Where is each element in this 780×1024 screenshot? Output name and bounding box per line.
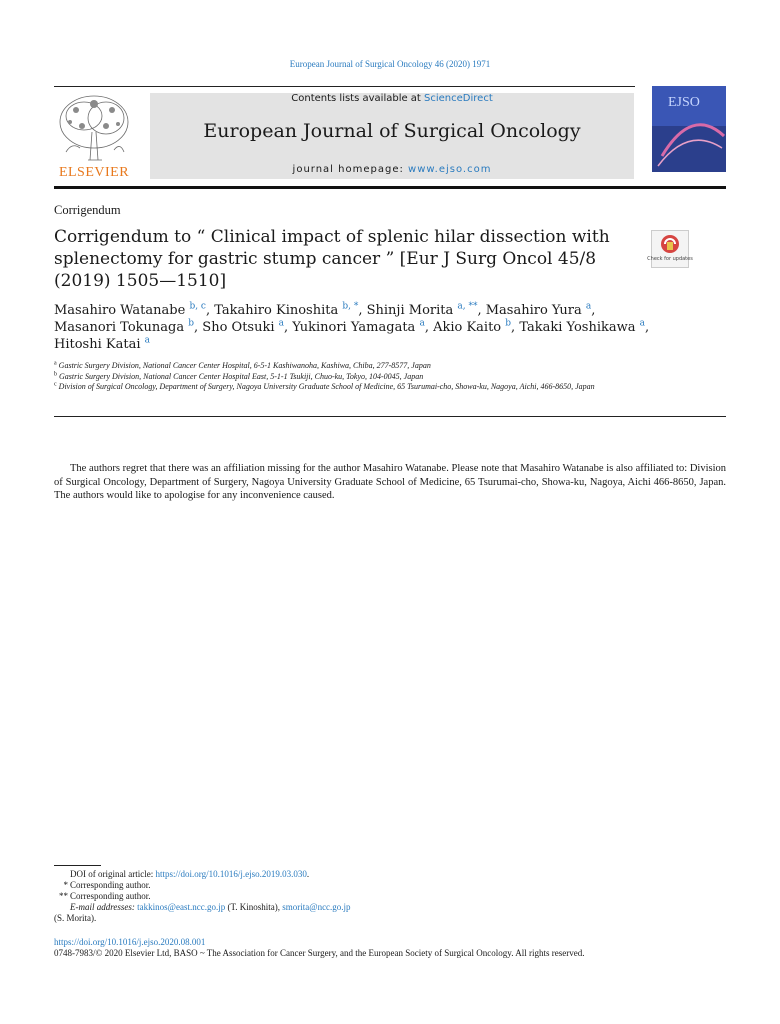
check-badge-text: Check for updates [647,256,693,262]
homepage-prefix: journal homepage: [292,164,409,175]
author[interactable]: Masahiro Watanabe [54,303,186,318]
section-divider [54,416,726,417]
email-link[interactable]: smorita@ncc.go.jp [282,902,351,912]
elsevier-wordmark: ELSEVIER [58,165,130,180]
author-affiliation[interactable]: b [505,318,512,329]
author-affiliation[interactable]: b [188,318,195,329]
doi-link[interactable]: https://doi.org/10.1016/j.ejso.2020.08.001 [54,937,206,947]
copyright: 0748-7983/© 2020 Elsevier Ltd, BASO ~ The Association for Cancer Surgery, and the European Society of Surgical Oncology. All rights reserved. [54,948,585,958]
cover-title: EJSO [668,95,700,110]
footnote-mark: ** [59,891,68,901]
author-affiliation[interactable]: a [278,318,285,329]
author[interactable]: Masahiro Yura [485,303,582,318]
affiliation-text: Gastric Surgery Division, National Cancer Center Hospital East, 5-1-1 Tsukiji, Chuo-ku, Tokyo, 104-0045, Japan [59,371,424,381]
check-updates-icon [647,230,693,268]
header-rule [54,86,635,87]
author-affiliation[interactable]: a [144,335,150,346]
doi-original-link[interactable]: https://doi.org/10.1016/j.ejso.2019.03.030 [155,869,307,879]
footnote-emails [54,902,351,912]
author-affiliation[interactable]: a [419,318,425,329]
author-affiliation[interactable]: b, * [342,301,359,312]
article-type: Corrigendum [54,203,121,217]
author-list: Masahiro Watanabe $^{b, c}$, Takahiro Kinoshita $^{b, *}$, Shinji Morita $^{a, **}$, Masahiro Yura $^a$, Masanori Tokunaga $^b$, Sho Otsuki $^a$, Yukinori Yamagata $^a$, Akio Kaito $^b$, Takaki Yoshikawa $^a$, Hitoshi Katai $^a$ [54,301,650,352]
footnote-rule [54,865,101,866]
email-owner: (T. Kinoshita), [225,902,283,912]
journal-citation[interactable]: European Journal of Surgical Oncology 46 (2020) 1971 [289,59,491,69]
author-affiliation[interactable]: a [585,301,592,312]
author-affiliation[interactable]: a [639,318,646,329]
journal-cover-image[interactable] [652,86,726,180]
author[interactable]: Shinji Morita [366,303,454,318]
footnote-corresponding-2 [54,891,151,901]
affiliation-label: c [54,381,57,388]
homepage-link[interactable]: www.ejso.com [408,164,492,175]
author[interactable]: Takahiro Kinoshita [214,303,339,318]
affiliation-label: b [54,370,57,377]
affiliation-label: a [54,360,57,367]
journal-title: European Journal of Surgical Oncology [203,120,581,142]
author[interactable]: Takaki Yoshikawa [519,320,636,335]
contents-line [150,93,634,104]
author[interactable]: Hitoshi Katai [54,337,141,352]
footnote-mark: * [63,880,68,890]
footnote-doi-original: DOI of original article: https://doi.org/10.1016/j.ejso.2019.03.030. [70,869,310,879]
article-title: Corrigendum to “ Clinical impact of splenic hilar dissection with splenectomy for gastric stump cancer ” [Eur J Surg Oncol 45/8 (2019) 1505—1510] [54,227,610,291]
sciencedirect-link[interactable]: ScienceDirect [424,93,493,104]
footnote-email-owner: (S. Morita). [54,913,97,923]
author-affiliation[interactable]: b, c [189,301,206,312]
article-body: The authors regret that there was an affiliation missing for the author Masahiro Watanabe. Please note that Masahiro Watanabe is also affiliated to: Division of Surgical Oncology, Department of Surgery, Nagoya University Graduate School of Medicine, 65 Tsurumai-cho, Showa-ku, Nagoya, Aichi 466-8650, Japan. The authors would like to apologise for any inconvenience caused. [54,463,726,501]
affiliation-text: Gastric Surgery Division, National Cancer Center Hospital, 6-5-1 Kashiwanoha, Kashiwa, Chiba, 277-8577, Japan [58,361,431,370]
email-link[interactable]: takkinos@east.ncc.go.jp [137,902,226,912]
author[interactable]: Sho Otsuki [202,320,275,335]
affiliation-text: Division of Surgical Oncology, Department of Surgery, Nagoya University Graduate School of Medicine, 65 Tsurumai-cho, Showa-ku, Nagoya, Aichi, 466-8650, Japan [58,382,595,391]
article-doi [54,937,205,947]
affiliations [54,361,644,393]
footnote-corresponding-1 [54,880,151,890]
footnote-text: Corresponding author. [70,880,151,890]
journal-homepage [150,164,634,175]
affiliation-item [54,382,644,393]
check-for-updates-badge[interactable] [647,230,693,268]
doi-original-prefix: DOI of original article: [70,869,156,879]
email-label: E-mail addresses: [70,902,138,912]
author[interactable]: Akio Kaito [433,320,502,335]
affiliation-item [54,361,644,372]
footnote-text: Corresponding author. [70,891,151,901]
author[interactable]: Masanori Tokunaga [54,320,185,335]
author[interactable]: Yukinori Yamagata [292,320,416,335]
contents-prefix: Contents lists available at [291,93,425,104]
masthead-rule [54,186,726,189]
author-affiliation[interactable]: a, ** [457,301,478,312]
affiliation-item [54,372,644,383]
